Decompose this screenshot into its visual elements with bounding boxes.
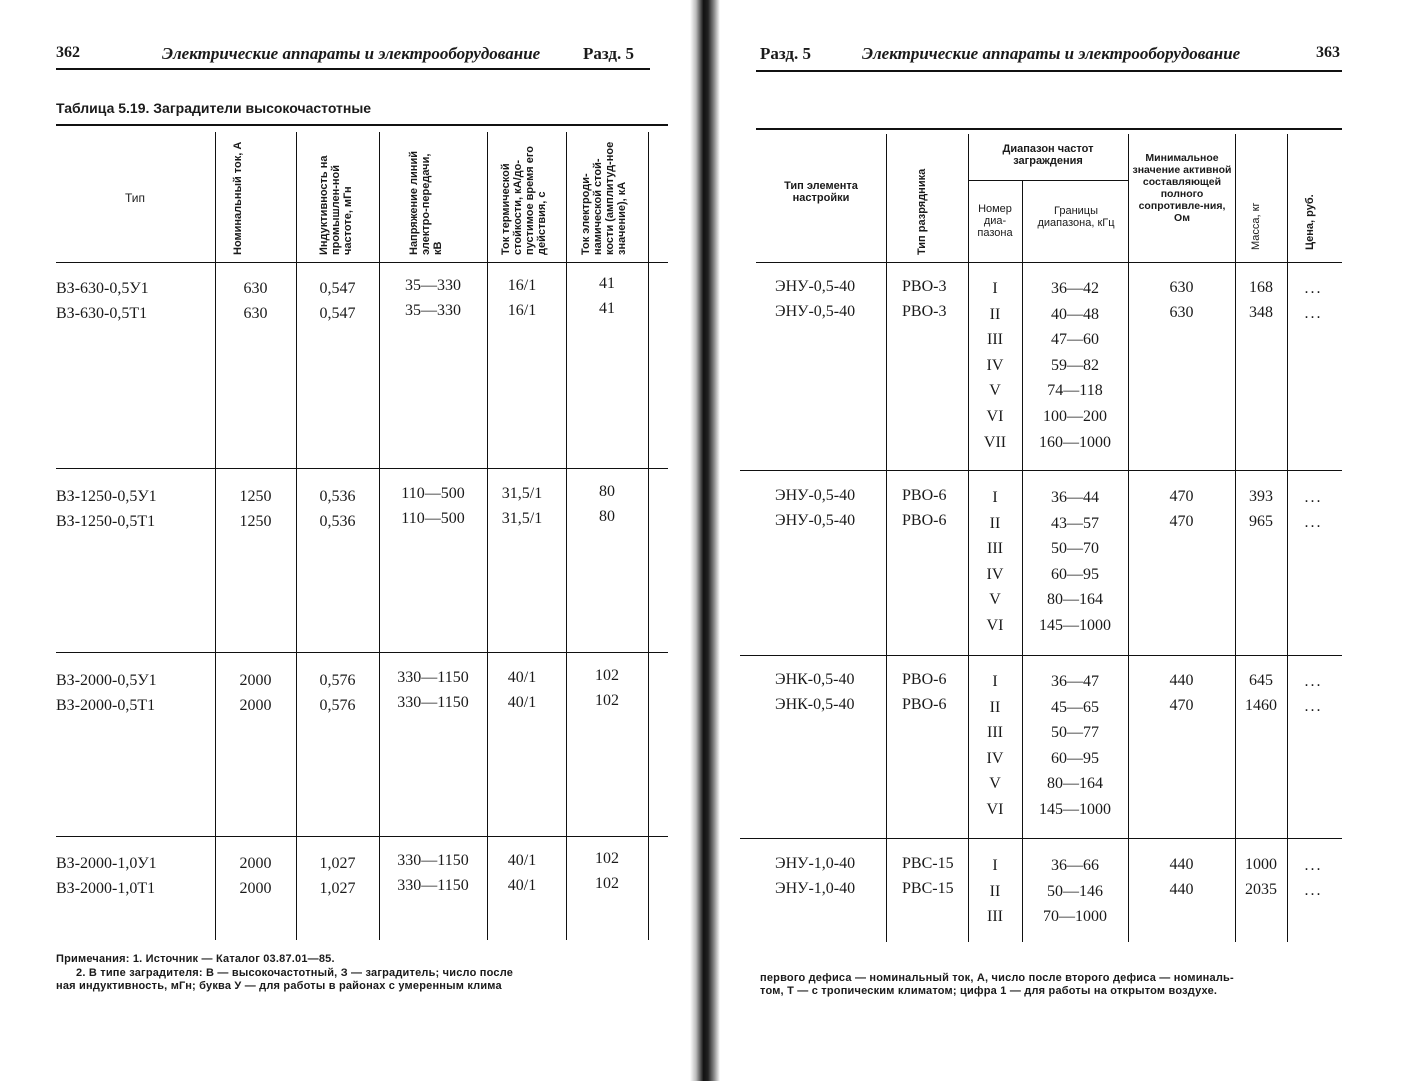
row-dynamic: 102 [595,667,619,684]
row-range-bounds: 145—1000 [1039,617,1111,634]
column-divider [215,132,216,940]
column-divider [296,132,297,940]
row-range-bounds: 80—164 [1047,591,1103,609]
row-range-number: III [987,331,1003,349]
row-range-bounds: 145—1000 [1039,801,1111,818]
row-thermal: 31,5/1 [501,510,543,527]
note-right-2: том, Т — с тропическим климатом; цифра 1 — для работы на открытом воздухе. [760,985,1218,997]
page-number-left: 362 [56,44,80,61]
row-type: ВЗ-630-0,5Т1 [56,305,148,322]
row-thermal: 16/1 [507,277,537,294]
row-inductance: 0,576 [319,672,356,689]
row-range-number: IV [986,565,1004,583]
row-range-number: II [989,305,1001,323]
row-mass: 168 [1249,279,1273,296]
row-range-bounds: 36—66 [1051,857,1099,874]
row-current: 2000 [239,855,272,872]
row-dynamic: 80 [599,483,615,500]
group-divider [56,836,668,837]
freq-subheader-rule [968,180,1128,181]
row-arrester: РВО-6 [902,671,947,688]
column-divider [886,134,887,942]
row-range-bounds: 100—200 [1043,408,1107,425]
column-divider [566,132,567,940]
note-line-2: 2. В типе заградителя: В — высокочастотный, З — заградитель; число после [76,967,514,979]
row-range-bounds: 36—44 [1051,489,1099,506]
group-divider [56,652,668,653]
row-price: ... [1304,305,1323,322]
row-type: ВЗ-2000-0,5Т1 [56,697,156,714]
row-range-number: VI [986,801,1004,818]
note-line-3: ная индуктивность, мГн; буква У — для работы в районах с умеренным клима [56,980,502,992]
running-title-left: Электрические аппараты и электрооборудование [162,44,541,63]
row-current: 630 [243,280,268,297]
row-range-number: I [992,489,998,506]
row-resistance: 630 [1169,304,1194,321]
row-dynamic: 102 [595,850,619,867]
row-range-number: III [987,724,1003,742]
row-mass: 393 [1249,488,1273,505]
row-type: ВЗ-2000-1,0Т1 [56,880,156,897]
row-dynamic: 41 [599,300,615,317]
row-price: ... [1304,280,1323,297]
row-dynamic: 102 [595,875,619,892]
row-range-number: II [989,698,1001,716]
row-type: ВЗ-2000-1,0У1 [56,855,157,872]
header-type: Тип [124,191,145,205]
row-element-type: ЭНУ-0,5-40 [775,278,856,295]
row-type: ВЗ-1250-0,5У1 [56,488,157,505]
row-element-type: ЭНУ-0,5-40 [775,303,856,320]
row-current: 2000 [239,880,272,897]
row-range-number: II [989,514,1001,532]
row-range-bounds: 60—95 [1051,749,1099,767]
row-current: 630 [243,305,268,322]
row-arrester: РВС-15 [902,880,954,897]
row-range-bounds: 59—82 [1051,356,1099,374]
note-line-1: Примечания: 1. Источник — Каталог 03.87.01—85. [56,953,335,965]
header-thermal: Ток термической стойкости, кА/до-пустимое время его действия, с [500,146,548,255]
row-price: ... [1304,698,1323,715]
row-element-type: ЭНУ-1,0-40 [775,855,856,872]
row-resistance: 630 [1169,279,1194,296]
row-mass: 2035 [1245,881,1277,898]
row-resistance: 470 [1169,697,1194,714]
row-inductance: 1,027 [319,855,356,872]
row-range-number: V [989,382,1001,400]
row-element-type: ЭНК-0,5-40 [775,671,855,688]
row-arrester: РВО-6 [902,696,947,713]
row-range-bounds: 50—146 [1047,882,1103,900]
row-range-number: III [987,908,1003,926]
row-mass: 645 [1249,672,1273,689]
row-arrester: РВО-3 [902,278,947,295]
row-mass: 1000 [1245,856,1277,873]
header-nominal-current: Номинальный ток, А [232,141,244,255]
row-mass: 1460 [1245,697,1277,714]
running-title-right: Электрические аппараты и электрооборудование [862,44,1241,63]
row-range-number: VI [986,408,1004,425]
row-range-number: V [989,775,1001,793]
row-range-bounds: 47—60 [1051,331,1099,349]
row-voltage: 330—1150 [397,877,469,894]
row-voltage: 110—500 [401,485,465,502]
group-divider [740,838,1342,839]
row-thermal: 40/1 [507,694,537,711]
header-mass: Масса, кг [1250,202,1262,250]
section-left: Разд. 5 [583,44,635,63]
row-range-number: V [989,591,1001,609]
column-divider [379,132,380,940]
row-resistance: 440 [1169,881,1194,898]
header-bottom-rule [756,262,1342,263]
row-price: ... [1304,882,1323,899]
table-top-rule [56,124,668,126]
row-price: ... [1304,514,1323,531]
header-element-type: Тип элемента настройки [784,180,858,204]
column-divider [487,132,488,940]
row-type: ВЗ-1250-0,5Т1 [56,513,156,530]
header-rule-right [756,70,1342,72]
header-range-number: Номер диа-пазона [977,203,1013,239]
row-range-bounds: 40—48 [1051,305,1099,323]
row-range-number: VII [983,433,1007,451]
row-range-number: I [992,280,998,297]
row-inductance: 0,547 [319,305,356,322]
header-voltage: Напряжение линий электро-передачи, кВ [408,151,444,255]
row-range-bounds: 50—70 [1051,540,1099,558]
row-inductance: 0,547 [319,280,356,297]
section-right: Разд. 5 [760,44,812,63]
row-mass: 965 [1249,513,1273,530]
row-voltage: 35—330 [405,277,461,294]
column-divider [648,132,649,940]
row-element-type: ЭНУ-0,5-40 [775,487,856,504]
row-dynamic: 102 [595,692,619,709]
group-divider [740,655,1342,656]
row-thermal: 40/1 [507,669,537,686]
row-thermal: 16/1 [507,302,537,319]
row-resistance: 440 [1169,672,1194,689]
row-resistance: 440 [1169,856,1194,873]
header-bounds: Границы диапазона, кГц [1037,205,1115,229]
row-range-number: III [987,540,1003,558]
left-page [0,0,690,1081]
header-rule-left [56,68,650,70]
row-element-type: ЭНК-0,5-40 [775,696,855,713]
row-dynamic: 41 [599,275,615,292]
row-resistance: 470 [1169,513,1194,530]
row-inductance: 1,027 [319,880,356,897]
row-mass: 348 [1249,304,1273,321]
row-range-bounds: 60—95 [1051,565,1099,583]
row-thermal: 40/1 [507,877,537,894]
row-current: 1250 [239,513,272,530]
page-number-right: 363 [1316,44,1340,61]
row-type: ВЗ-630-0,5У1 [56,280,149,297]
header-price: Цена, руб. [1304,194,1316,250]
row-range-number: IV [986,356,1004,374]
row-range-bounds: 36—47 [1051,673,1099,690]
row-thermal: 40/1 [507,852,537,869]
row-inductance: 0,576 [319,697,356,714]
row-dynamic: 80 [599,508,615,525]
header-arrester: Тип разрядника [916,168,928,255]
note-right-1: первого дефиса — номинальный ток, А, число после второго дефиса — номиналь- [760,972,1234,984]
row-range-number: IV [986,749,1004,767]
row-element-type: ЭНУ-0,5-40 [775,512,856,529]
row-range-number: I [992,857,998,874]
row-range-number: I [992,673,998,690]
row-current: 2000 [239,672,272,689]
row-price: ... [1304,673,1323,690]
row-price: ... [1304,489,1323,506]
header-electrodynamic: Ток электроди-намической стой-кости (амплитуд-ное значение), кА [580,141,628,255]
row-price: ... [1304,857,1323,874]
group-divider [740,470,1342,471]
row-voltage: 35—330 [405,302,461,319]
row-range-bounds: 160—1000 [1039,433,1111,451]
row-range-bounds: 45—65 [1051,698,1099,716]
row-range-bounds: 50—77 [1051,724,1099,742]
row-voltage: 330—1150 [397,852,469,869]
row-voltage: 330—1150 [397,669,469,686]
row-range-number: II [989,882,1001,900]
table-top-rule [756,128,1342,130]
row-thermal: 31,5/1 [501,485,543,502]
header-inductance: Индуктивность на промышлен-ной частоте, мГн [318,155,354,255]
row-arrester: РВО-6 [902,487,947,504]
row-range-bounds: 70—1000 [1043,908,1107,926]
row-range-number: VI [986,617,1004,634]
header-freq-range: Диапазон частот заграждения [1002,143,1094,167]
row-range-bounds: 43—57 [1051,514,1099,532]
row-voltage: 110—500 [401,510,465,527]
right-page [720,0,1407,1081]
row-resistance: 470 [1169,488,1194,505]
column-divider [968,134,969,942]
book-spine [690,0,720,1081]
row-current: 1250 [239,488,272,505]
row-inductance: 0,536 [319,488,356,505]
header-bottom-rule [56,262,668,263]
row-arrester: РВС-15 [902,855,954,872]
row-voltage: 330—1150 [397,694,469,711]
row-arrester: РВО-3 [902,303,947,320]
row-inductance: 0,536 [319,513,356,530]
group-divider [56,468,668,469]
row-type: ВЗ-2000-0,5У1 [56,672,157,689]
column-divider [1128,134,1129,942]
column-divider [1235,134,1236,942]
column-divider [1287,134,1288,942]
row-arrester: РВО-6 [902,512,947,529]
row-range-bounds: 74—118 [1047,382,1103,400]
header-min-resistance: Минимальное значение активной составляющей полного сопротивле-ния, Ом [1132,152,1232,224]
table-caption: Таблица 5.19. Заградители высокочастотные [56,100,372,116]
row-range-bounds: 36—42 [1051,280,1099,297]
row-element-type: ЭНУ-1,0-40 [775,880,856,897]
row-current: 2000 [239,697,272,714]
row-range-bounds: 80—164 [1047,775,1103,793]
